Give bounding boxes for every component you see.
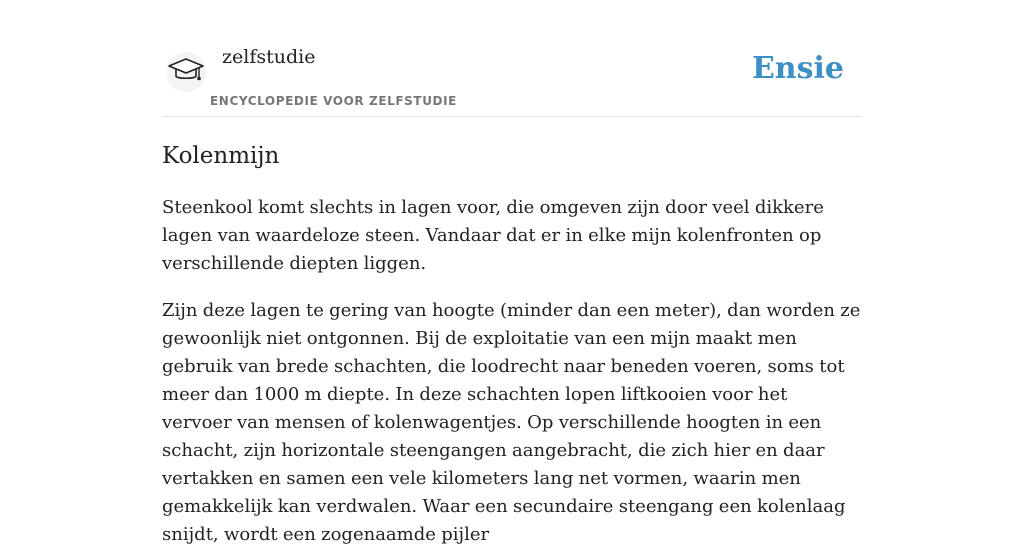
article-title: Kolenmijn bbox=[162, 143, 280, 169]
article-paragraph: Steenkool komt slechts in lagen voor, die omgeven zijn door veel dikkere lagen van waardeloze steen. Vandaar dat er in elke mijn kolenfronten op verschillende diepten liggen. bbox=[162, 197, 824, 274]
site-header bbox=[162, 0, 862, 117]
site-logo[interactable] bbox=[166, 52, 206, 92]
site-name[interactable]: zelfstudie bbox=[222, 46, 316, 68]
graduation-cap-icon bbox=[167, 55, 205, 89]
article-paragraph: Zijn deze lagen te gering van hoogte (minder dan een meter), dan worden ze gewoonlijk niet ontgonnen. Bij de exploitatie van een mijn maakt men gebruik van brede schachten, die loodrecht naar beneden voeren, soms tot meer dan 1000 m diepte. In deze schachten lopen liftkooien voor het vervoer van mensen of kolenwagentjes. Op verschillende hoogten in een schacht, zijn horizontale steengangen aangebracht, die zich hier en daar vertakken en samen een vele kilometers lang net vormen, waarin men gemakkelijk kan verdwalen. Waar een secundaire steengang een kolenlaag snijdt, wordt een zogenaamde pijler bbox=[162, 300, 861, 545]
site-tagline: ENCYCLOPEDIE VOOR ZELFSTUDIE bbox=[210, 94, 457, 108]
brand-logo-link[interactable]: Ensie bbox=[751, 51, 844, 86]
page-container bbox=[162, 0, 862, 549]
